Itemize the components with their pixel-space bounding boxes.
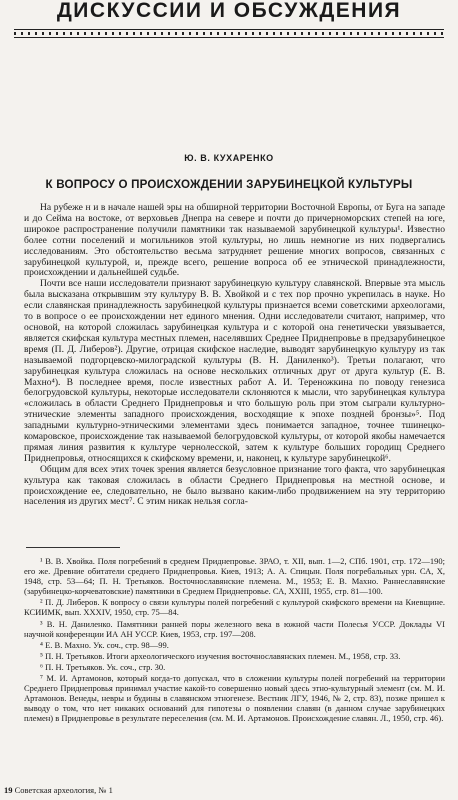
- footnote: ¹ В. В. Хвойка. Поля погребений в среднем Приднепровье. ЗРАО, т. XII, вып. 1—2, СПб. 1901, стр. 172—190; его же. Древние обитатели среднего Приднепровья. Киев, 1913; А. А. Спицын. Поля погребальных урн. СА, X, 1948, стр. 53—64; П. Н. Третьяков. Восточнославянские племена. М., 1953; Е. В. Махно. Раннеславянские (зарубинецко-корчеватовские) памятники в Среднем Приднепровье. СА, XXIII, 1955, стр. 81—100.: [24, 556, 445, 597]
- footnote: ⁷ М. И. Артамонов, который когда-то допускал, что в сложении культуры полей погребений на территории Среднего Приднепровья принимал участие какой-то совершенно новый здесь этно-культурный элемент (см. М. И. Артамонов. Венеды, невры и будины в славянском этногенезе. Вестник ЛГУ, 1946, № 2, стр. 83), позже пришел к выводу о том, что нет никаких оснований для гипотезы о появлении славян (в данном случае зарубинецких племен) в Приднепровье в результате переселения (см. М. И. Артамонов. Происхождение славян. Л., 1950, стр. 46).: [24, 673, 445, 724]
- footnote: ⁶ П. Н. Третьяков. Ук. соч., стр. 30.: [40, 661, 166, 672]
- footnote: ⁵ П. Н. Третьяков. Итоги археологического изучения восточнославянских племен. М., 1958, стр. 33.: [40, 650, 401, 661]
- page-footer: [4, 785, 113, 795]
- footnote: ² П. Д. Либеров. К вопросу о связи культуры полей погребений с культурой скифского времени на Киевщине. КСИИМК, вып. XXXIV, 1950, стр. 75—84.: [24, 597, 445, 618]
- footnote: ⁴ Е. В. Махно. Ук. соч., стр. 98—99.: [40, 639, 169, 650]
- footnote: ³ В. Н. Даниленко. Памятники ранней поры железного века в южной части Полесья УССР. Доклады VI научной конференции ИА АН УССР. Киев, 1953, стр. 197—208.: [24, 618, 445, 639]
- body-paragraph: Общим для всех этих точек зрения является безусловное признание того факта, что зарубинецкая культура как таковая сложилась в области Среднего Приднепровья на местной основе, и происхождение ее, следовательно, не было вызвано каким-либо продвижением на эту территорию населения из других мест⁷. С этим никак нельзя согла-: [24, 463, 445, 508]
- section-header: [8, 0, 450, 44]
- article-title: К ВОПРОСУ О ПРОИСХОЖДЕНИИ ЗАРУБИНЕЦКОЙ КУЛЬТУРЫ: [45, 178, 413, 191]
- footnote-divider: [26, 547, 120, 548]
- section-title: ДИСКУССИИ И ОБСУЖДЕНИЯ: [56, 0, 402, 22]
- journal-name: Советская археология, № 1: [14, 785, 113, 795]
- body-paragraph: Почти все наши исследователи признают зарубинецкую культуру славянской. Впервые эта мысль была высказана открывшим эту культуру В. В. Хвойкой и с тех пор прочно укрепилась в науке. Но если славянская принадлежность зарубинецкой культуры признается всеми советскими археологами, то в вопросе о ее происхождении нет единого мнения. Одни исследователи считают, например, что основой, на которой сложилась зарубинецкая культура и с которой она генетически увязывается, является скифская культура местных племен, населявших Среднее Приднепровье в предзарубинецкое время (П. Д. Либеров²). Другие, отрицая скифское наследие, выводят зарубинецкую культуру из так называемой подгорцевско-милоградской культуры (В. Н. Даниленко³). Третьи полагают, что зарубинецкая культура сложилась на основе нескольких отличных друг от друга культур (Е. В. Махно⁴). В последнее время, после известных работ А. И. Тереножкина по поводу генезиса белогрудовской культуры, некоторые исследователи склоняются к мысли, что зарубинецкая культура «сложилась в области Среднего Приднепровья и что большую роль при этом сыграли культурно-этнические элементы западного происхождения, восходящие к эпохе поздней бронзы»⁵. Под западными культурно-этническими элементами здесь понимается западное, точнее тшинецко-комаровское, происхождение так называемой белогрудовской культуры, от которой якобы намечается прямая линия развития к культуре чернолесской, затем к культуре больших городищ Среднего Приднепровья, относящихся к скифскому времени, и, наконец, к культуре зарубинецкой⁶.: [24, 278, 445, 464]
- page-number: 19: [4, 785, 13, 795]
- article-author: Ю. В. КУХАРЕНКО: [184, 153, 274, 163]
- article-body: [24, 203, 445, 508]
- body-paragraph: На рубеже н и в начале нашей эры на обширной территории Восточной Европы, от Буга на западе и до Сейма на востоке, от верховьев Днепра на севере и почти до причерноморских степей на юге, широкое распространение получили памятники так называемой зарубинецкой культуры¹. Известно более сотни поселений и могильников этой культуры, но лишь немногие из них подвергались исследованиям. Это обстоятельство весьма затрудняет решение многих вопросов, связанных с зарубинецкой культурой, и, прежде всего, решение вопроса об ее этнической принадлежности, происхождении и дальнейшей судьбе.: [24, 202, 445, 279]
- footnotes: [24, 556, 445, 725]
- ornamental-rule: [14, 29, 444, 38]
